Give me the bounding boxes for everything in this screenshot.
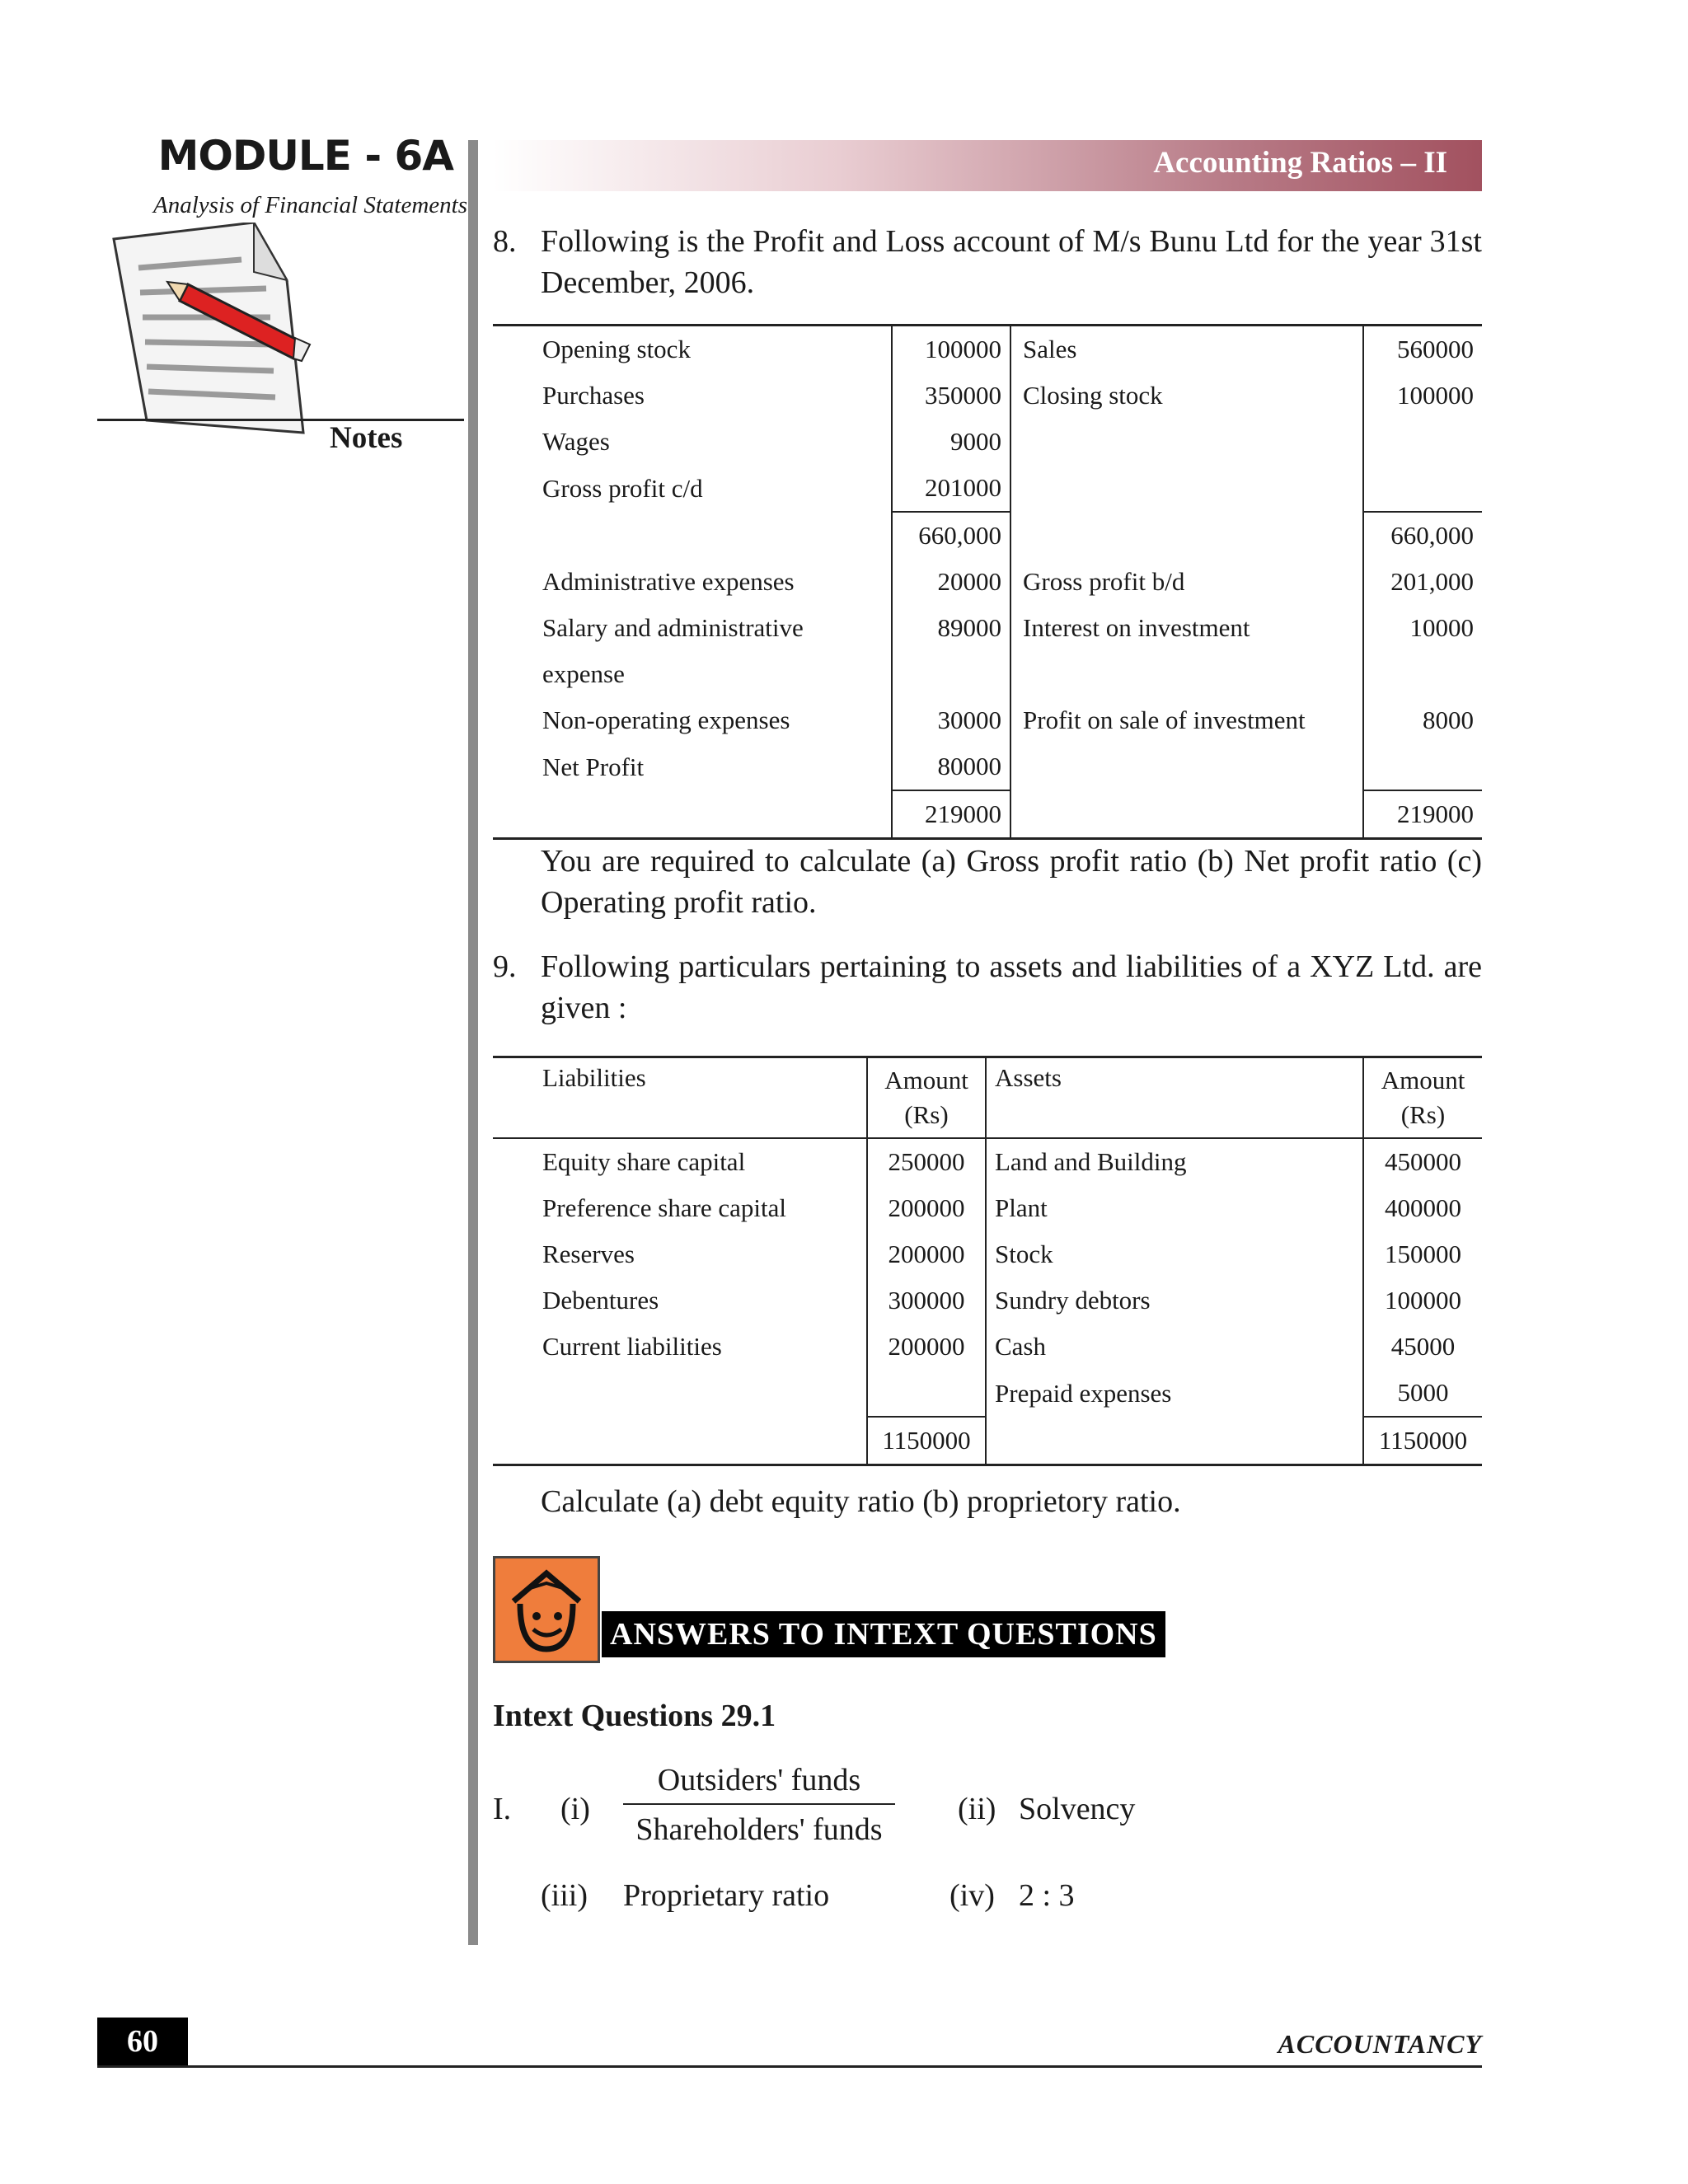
table-row bbox=[493, 419, 1482, 465]
debit-amount: 30000 bbox=[892, 697, 1010, 743]
credit-amount: 660,000 bbox=[1363, 512, 1482, 559]
table-row bbox=[493, 1324, 1482, 1370]
balance-sheet-table bbox=[493, 1056, 1482, 1466]
answer-iv-text: 2 : 3 bbox=[1019, 1878, 1075, 1913]
liability-item: Equity share capital bbox=[542, 1147, 746, 1176]
fraction bbox=[623, 1762, 895, 1848]
q8-task: You are required to calculate (a) Gross profit ratio (b) Net profit ratio (c) Operating profit ratio. bbox=[541, 844, 1482, 920]
credit-particular bbox=[1010, 465, 1363, 512]
debit-particular: Gross profit c/d bbox=[542, 473, 703, 503]
debit-amount: 350000 bbox=[892, 373, 1010, 419]
header-liabilities: Liabilities bbox=[542, 1063, 646, 1092]
table-row bbox=[493, 465, 1482, 512]
debit-particular bbox=[493, 790, 892, 839]
credit-amount bbox=[1363, 651, 1482, 697]
asset-item: Plant bbox=[986, 1185, 1363, 1231]
credit-particular bbox=[1010, 512, 1363, 559]
debit-amount bbox=[892, 651, 1010, 697]
debit-particular: Non-operating expenses bbox=[542, 705, 790, 734]
credit-particular: Gross profit b/d bbox=[1010, 559, 1363, 605]
answer-iv-label: (iv) bbox=[950, 1878, 995, 1913]
debit-amount: 9000 bbox=[892, 419, 1010, 465]
asset-amount: 450000 bbox=[1363, 1138, 1482, 1185]
answer-iii-text: Proprietary ratio bbox=[623, 1878, 830, 1913]
asset-amount: 45000 bbox=[1363, 1324, 1482, 1370]
debit-amount: 20000 bbox=[892, 559, 1010, 605]
notes-label: Notes bbox=[330, 421, 403, 455]
debit-particular: Purchases bbox=[542, 381, 645, 410]
table-row bbox=[493, 790, 1482, 839]
liability-total: 1150000 bbox=[867, 1417, 986, 1465]
credit-amount bbox=[1363, 743, 1482, 790]
debit-particular: Opening stock bbox=[542, 335, 691, 363]
debit-particular: Net Profit bbox=[542, 752, 645, 781]
liability-amount: 200000 bbox=[867, 1185, 986, 1231]
liability-item: Current liabilities bbox=[542, 1332, 722, 1361]
answers-banner: ANSWERS TO INTEXT QUESTIONS bbox=[602, 1611, 1165, 1657]
margin-bar bbox=[468, 140, 478, 1945]
liability-item: Reserves bbox=[542, 1240, 635, 1268]
credit-particular: Profit on sale of investment bbox=[1010, 697, 1363, 743]
table-row bbox=[493, 559, 1482, 605]
asset-item: Stock bbox=[986, 1231, 1363, 1277]
notes-rule bbox=[97, 419, 464, 421]
header-assets: Assets bbox=[986, 1057, 1363, 1139]
total-spacer bbox=[986, 1417, 1363, 1465]
debit-amount: 219000 bbox=[892, 790, 1010, 839]
credit-particular: Sales bbox=[1010, 326, 1363, 373]
debit-amount: 89000 bbox=[892, 605, 1010, 651]
asset-amount: 150000 bbox=[1363, 1231, 1482, 1277]
q9-number: 9. bbox=[493, 949, 517, 984]
answer-iii-label: (iii) bbox=[541, 1878, 588, 1913]
header-band bbox=[493, 140, 1482, 191]
table-row bbox=[493, 697, 1482, 743]
footer-rule bbox=[97, 2065, 1482, 2068]
q9-text: Following particulars pertaining to assets and liabilities of a XYZ Ltd. are given : bbox=[541, 949, 1482, 1025]
credit-amount bbox=[1363, 419, 1482, 465]
header-amount-assets bbox=[1363, 1057, 1482, 1139]
debit-particular: Administrative expenses bbox=[542, 567, 795, 596]
credit-amount: 201,000 bbox=[1363, 559, 1482, 605]
module-title: MODULE - 6A bbox=[157, 132, 453, 180]
table-row bbox=[493, 512, 1482, 559]
asset-item: Sundry debtors bbox=[986, 1277, 1363, 1324]
asset-item: Land and Building bbox=[986, 1138, 1363, 1185]
credit-amount: 219000 bbox=[1363, 790, 1482, 839]
credit-amount: 8000 bbox=[1363, 697, 1482, 743]
credit-amount bbox=[1363, 465, 1482, 512]
debit-particular bbox=[493, 512, 892, 559]
liability-amount: 300000 bbox=[867, 1277, 986, 1324]
module-subtitle: Analysis of Financial Statements bbox=[153, 192, 467, 218]
intext-subhead: Intext Questions 29.1 bbox=[493, 1699, 776, 1733]
table-row bbox=[493, 1277, 1482, 1324]
q9-task: Calculate (a) debt equity ratio (b) proprietory ratio. bbox=[541, 1484, 1181, 1519]
debit-amount: 660,000 bbox=[892, 512, 1010, 559]
footer-subject: ACCOUNTANCY bbox=[1278, 2029, 1482, 2059]
debit-amount: 80000 bbox=[892, 743, 1010, 790]
total-spacer bbox=[493, 1417, 867, 1465]
chapter-title: Accounting Ratios – II bbox=[1153, 146, 1447, 180]
credit-amount: 10000 bbox=[1363, 605, 1482, 651]
q8-text: Following is the Profit and Loss account of M/s Bunu Ltd for the year 31st December, 2006. bbox=[541, 224, 1482, 300]
table-row bbox=[493, 1231, 1482, 1277]
answers-house-icon bbox=[493, 1556, 600, 1663]
debit-particular: expense bbox=[542, 659, 625, 688]
credit-particular bbox=[1010, 743, 1363, 790]
debit-amount: 201000 bbox=[892, 465, 1010, 512]
fraction-denominator: Shareholders' funds bbox=[635, 1812, 883, 1847]
amount-label: Amount bbox=[1381, 1066, 1465, 1094]
credit-particular: Interest on investment bbox=[1010, 605, 1363, 651]
asset-item: Prepaid expenses bbox=[986, 1370, 1363, 1417]
table-row bbox=[493, 326, 1482, 373]
liability-item: Debentures bbox=[542, 1286, 659, 1315]
debit-particular: Salary and administrative bbox=[542, 613, 804, 642]
credit-particular bbox=[1010, 419, 1363, 465]
table-row bbox=[493, 605, 1482, 651]
table-row bbox=[493, 1138, 1482, 1185]
q8-number: 8. bbox=[493, 224, 517, 259]
page-number: 60 bbox=[97, 2018, 188, 2065]
table-row bbox=[493, 1185, 1482, 1231]
answer-roman: I. bbox=[493, 1792, 512, 1826]
asset-amount: 100000 bbox=[1363, 1277, 1482, 1324]
rs-label: (Rs) bbox=[1400, 1100, 1446, 1129]
rs-label: (Rs) bbox=[904, 1100, 949, 1129]
total-row bbox=[493, 1417, 1482, 1465]
liability-item bbox=[493, 1370, 867, 1417]
answer-ii-label: (ii) bbox=[958, 1792, 996, 1826]
asset-amount: 400000 bbox=[1363, 1185, 1482, 1231]
credit-amount: 100000 bbox=[1363, 373, 1482, 419]
asset-item: Cash bbox=[986, 1324, 1363, 1370]
table-row bbox=[493, 373, 1482, 419]
answer-ii-text: Solvency bbox=[1019, 1792, 1136, 1826]
liability-amount: 200000 bbox=[867, 1231, 986, 1277]
asset-amount: 5000 bbox=[1363, 1370, 1482, 1417]
table-row bbox=[493, 651, 1482, 697]
credit-particular: Closing stock bbox=[1010, 373, 1363, 419]
answer-i-label: (i) bbox=[560, 1792, 590, 1826]
asset-total: 1150000 bbox=[1363, 1417, 1482, 1465]
credit-particular bbox=[1010, 651, 1363, 697]
debit-particular: Wages bbox=[542, 427, 610, 456]
header-amount-liab bbox=[867, 1057, 986, 1139]
liability-amount: 200000 bbox=[867, 1324, 986, 1370]
table-row bbox=[493, 1370, 1482, 1417]
amount-label: Amount bbox=[884, 1066, 968, 1094]
liability-amount bbox=[867, 1370, 986, 1417]
credit-particular bbox=[1010, 790, 1363, 839]
pl-account-table bbox=[493, 324, 1482, 840]
liability-item: Preference share capital bbox=[542, 1193, 787, 1222]
fraction-numerator: Outsiders' funds bbox=[623, 1762, 895, 1805]
table-row bbox=[493, 743, 1482, 790]
debit-amount: 100000 bbox=[892, 326, 1010, 373]
liability-amount: 250000 bbox=[867, 1138, 986, 1185]
credit-amount: 560000 bbox=[1363, 326, 1482, 373]
